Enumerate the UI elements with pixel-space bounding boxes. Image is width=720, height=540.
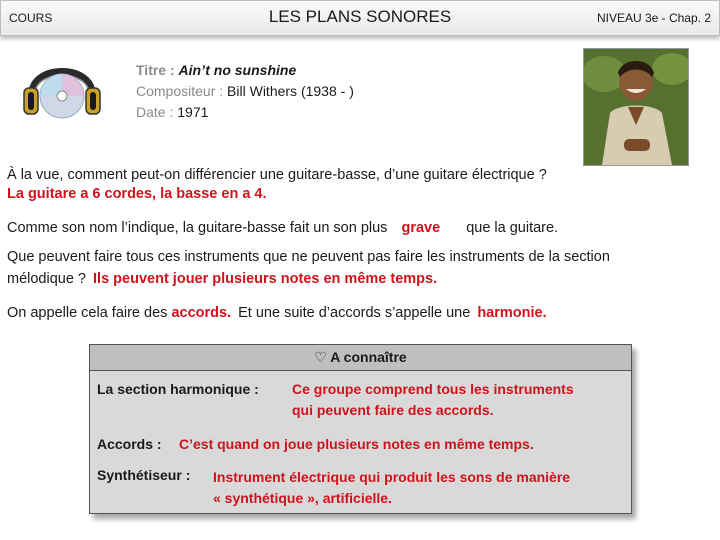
a-connaitre-box (89, 344, 632, 514)
question-2 (7, 220, 558, 236)
headphones-cd-icon (22, 50, 102, 130)
def-key-section-label: La section harmonique : (97, 381, 259, 397)
meta-title-label: Titre : (136, 62, 175, 78)
def-value-accords: C’est quand on joue plusieurs notes en même temps. (179, 436, 534, 452)
question-4-mid: Et une suite d’accords s’appelle une (238, 305, 471, 321)
def-value-synth-line2: « synthétique », artificielle. (213, 490, 392, 506)
box-title: ♡ A connaître (90, 345, 631, 371)
question-1: À la vue, comment peut-on différencier une guitare-basse, d’une guitare électrique ? (7, 167, 547, 183)
song-meta (136, 60, 354, 123)
question-3-line2-text: mélodique ? (7, 271, 86, 287)
artist-photo (583, 48, 689, 166)
question-3-line1: Que peuvent faire tous ces instruments que ne peuvent pas faire les instruments de la section (7, 249, 610, 265)
answer-2: grave (401, 220, 441, 236)
def-key-synth (97, 465, 190, 486)
header-level: NIVEAU 3e - Chap. 2 (596, 11, 711, 25)
def-key-section (97, 379, 259, 400)
meta-composer-value: Bill Withers (1938 - ) (227, 83, 354, 99)
answer-4a: accords. (171, 305, 232, 321)
def-value-section-line1: Ce groupe comprend tous les instruments (292, 381, 574, 397)
question-2-start: Comme son nom l’indique, la guitare-basse fait un son plus (7, 220, 388, 236)
header-cours: COURS (9, 11, 53, 25)
header-bar (0, 0, 720, 36)
def-value-section-line2: qui peuvent faire des accords. (292, 402, 494, 418)
meta-date-label: Date : (136, 104, 174, 120)
meta-title-value: Ain’t no sunshine (178, 62, 297, 78)
def-key-accords (97, 434, 162, 455)
def-key-synth-label: Synthétiseur : (97, 467, 191, 483)
meta-date-value: 1971 (177, 104, 209, 120)
page-title: LES PLANS SONORES (268, 7, 452, 26)
question-4-start: On appelle cela faire des (7, 305, 168, 321)
question-4 (7, 305, 547, 321)
answer-4b: harmonie. (477, 305, 547, 321)
answer-1: La guitare a 6 cordes, la basse en a 4. (7, 186, 267, 202)
meta-composer-label: Compositeur : (136, 83, 224, 99)
question-3-line2 (7, 271, 437, 287)
meta-composer-row (136, 81, 354, 102)
meta-date-row (136, 102, 354, 123)
question-2-end: que la guitare. (466, 220, 559, 236)
def-key-accords-label: Accords : (97, 436, 162, 452)
answer-3: Ils peuvent jouer plusieurs notes en même temps. (93, 271, 438, 287)
meta-title-row (136, 60, 354, 81)
def-value-synth-line1: Instrument électrique qui produit les sons de manière (213, 469, 571, 485)
